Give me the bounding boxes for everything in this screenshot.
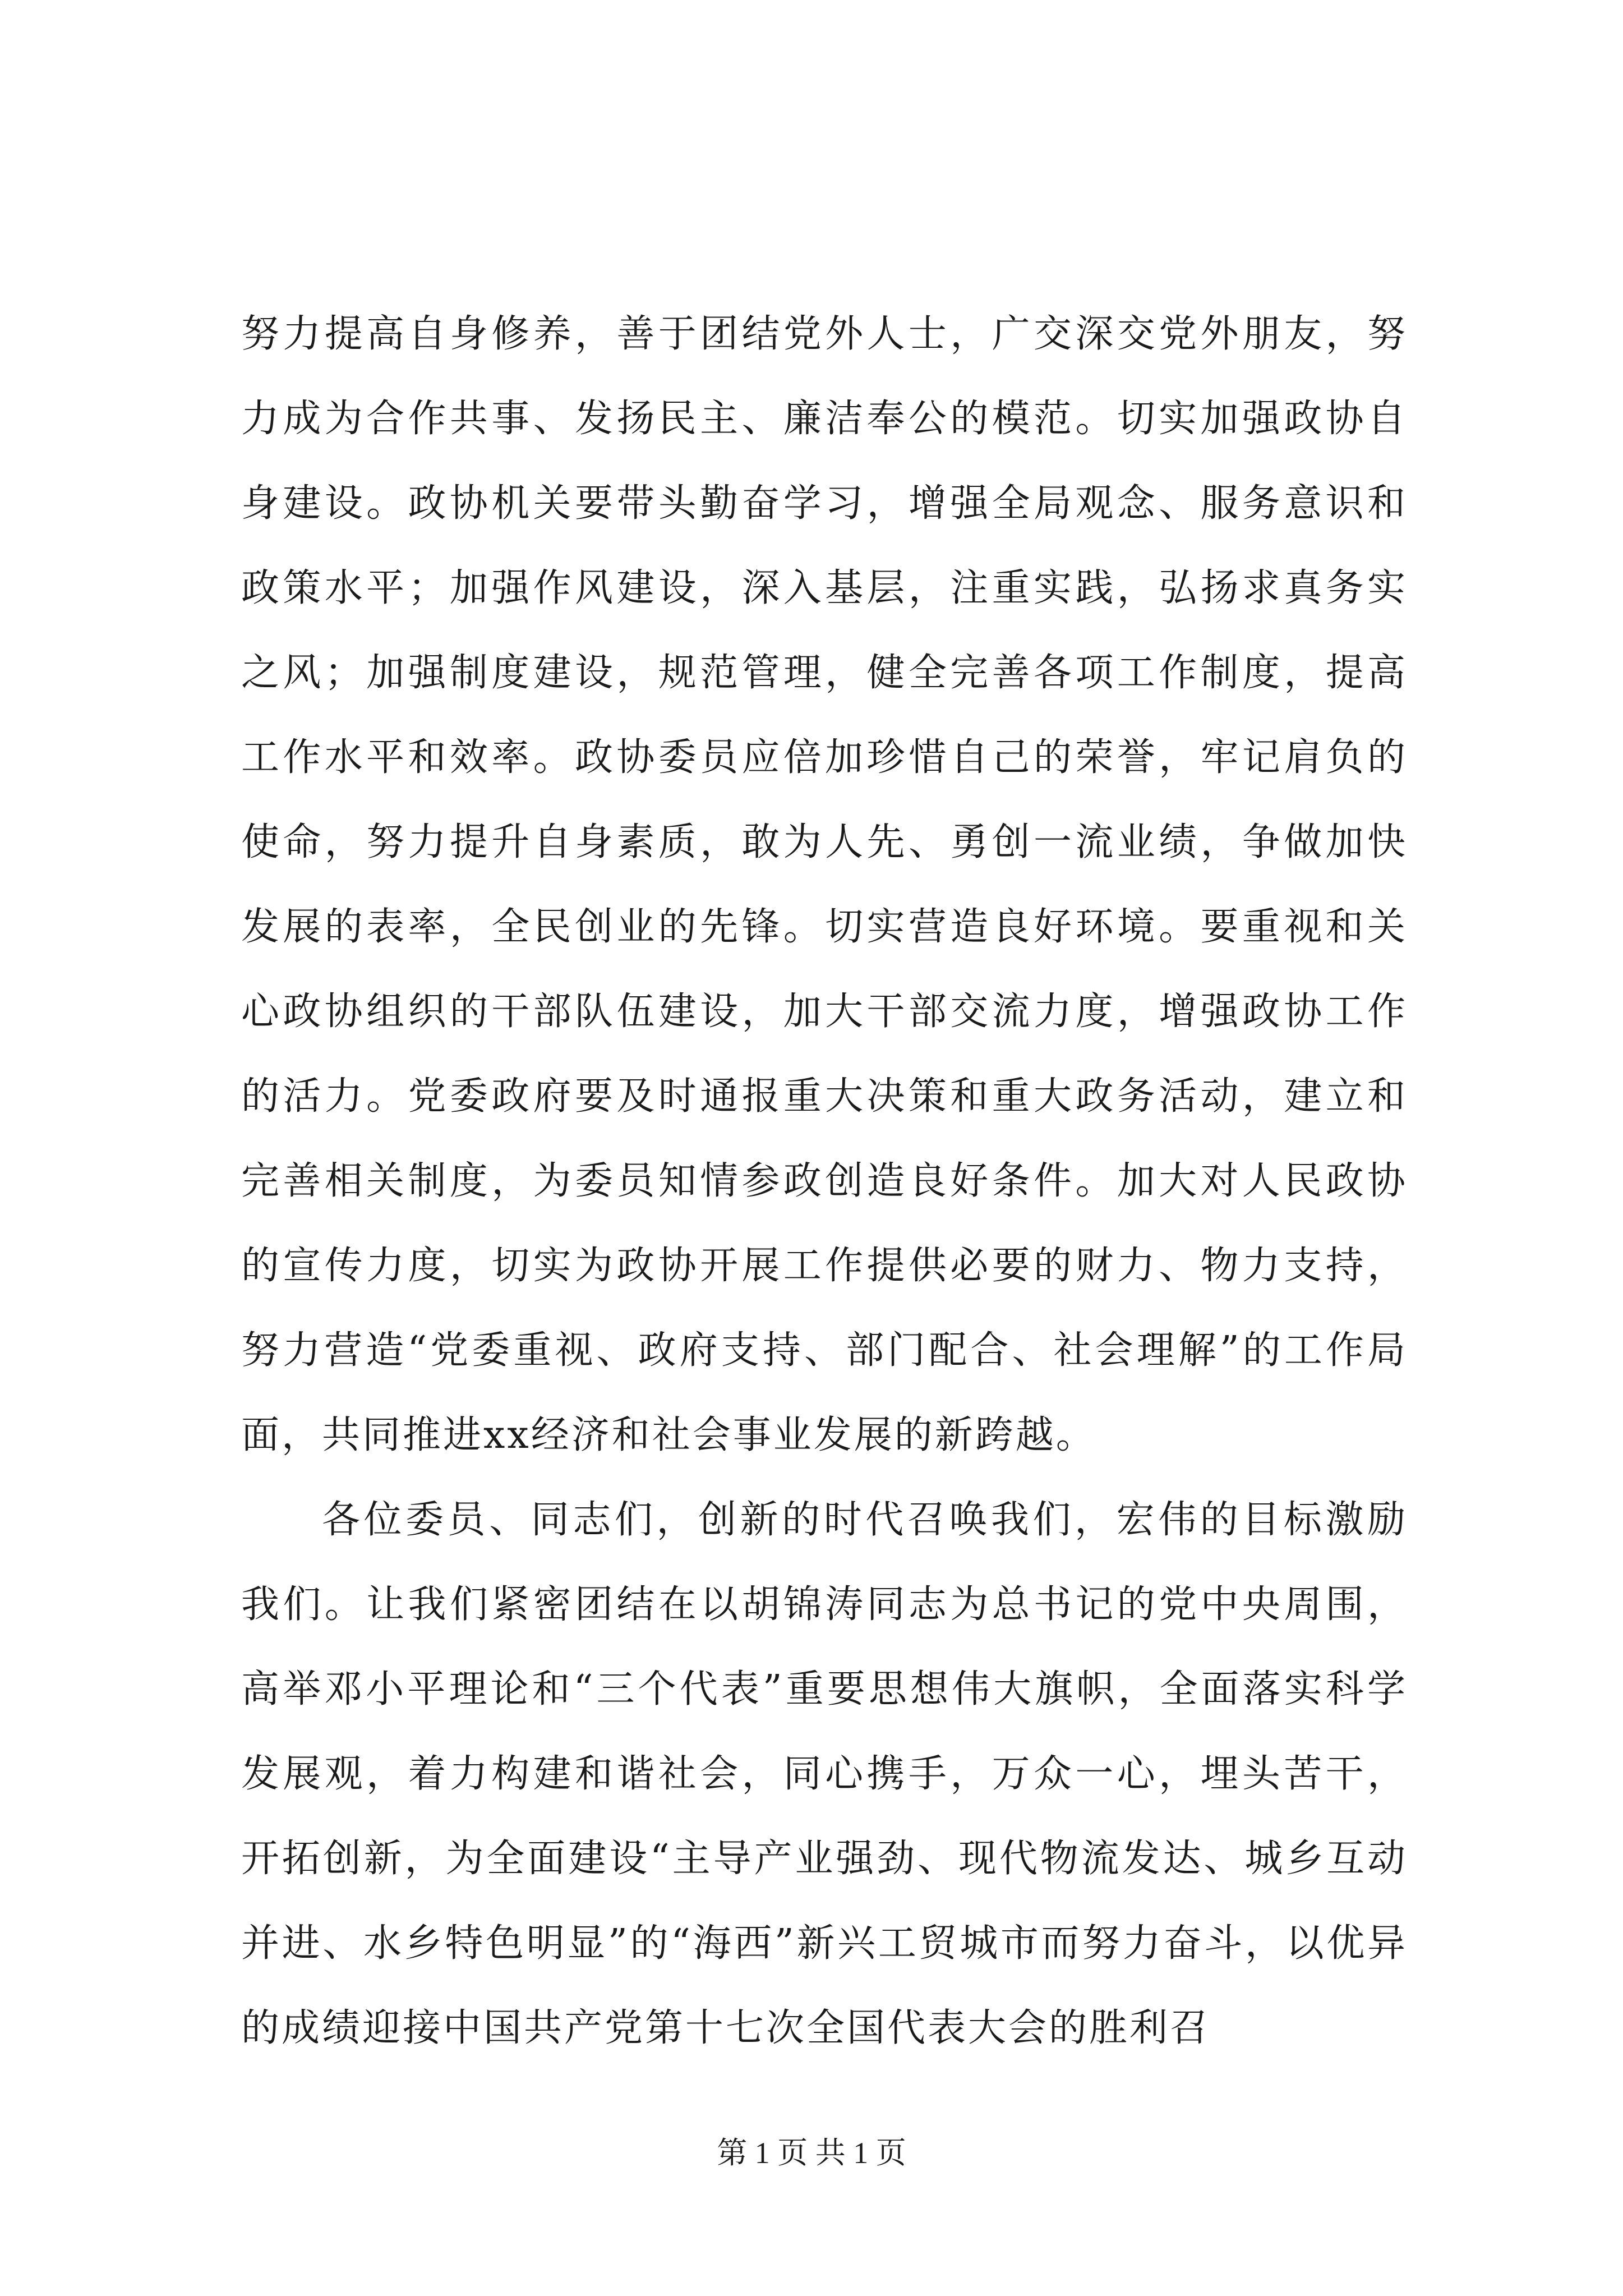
document-body [241,292,1408,2070]
paragraph-1: 努力提高自身修养，善于团结党外人士，广交深交党外朋友，努力成为合作共事、发扬民主、廉洁奉公的模范。切实加强政协自身建设。政协机关要带头勤奋学习，增强全局观念、服务意识和政策水平；加强作风建设，深入基层，注重实践，弘扬求真务实之风；加强制度建设，规范管理，健全完善各项工作制度，提高工作水平和效率。政协委员应倍加珍惜自己的荣誉，牢记肩负的使命，努力提升自身素质，敢为人先、勇创一流业绩，争做加快发展的表率，全民创业的先锋。切实营造良好环境。要重视和关心政协组织的干部队伍建设，加大干部交流力度，增强政协工作的活力。党委政府要及时通报重大决策和重大政务活动，建立和完善相关制度，为委员知情参政创造良好条件。加大对人民政协的宣传力度，切实为政协开展工作提供必要的财力、物力支持，努力营造“党委重视、政府支持、部门配合、社会理解”的工作局面，共同推进xx经济和社会事业发展的新跨越。 [241,312,1408,1457]
paragraph-2: 各位委员、同志们，创新的时代召唤我们，宏伟的目标激励我们。让我们紧密团结在以胡锦涛同志为总书记的党中央周围，高举邓小平理论和“三个代表”重要思想伟大旗帜，全面落实科学发展观，着力构建和谐社会，同心携手，万众一心，埋头苦干，开拓创新，为全面建设“主导产业强劲、现代物流发达、城乡互动并进、水乡特色明显”的“海西”新兴工贸城市而努力奋斗，以优异的成绩迎接中国共产党第十七次全国代表大会的胜利召 [241,1498,1408,2050]
page-footer: 第 1 页 共 1 页 [717,2136,906,2170]
